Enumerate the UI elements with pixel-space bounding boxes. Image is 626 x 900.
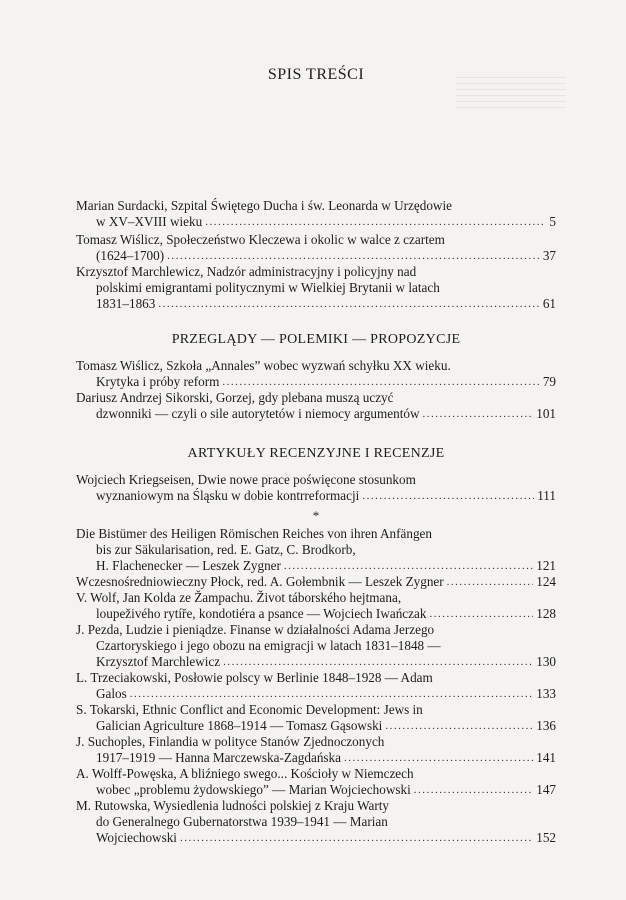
toc-entry-text: w XV–XVIII wieku xyxy=(96,214,203,229)
toc-entry-text: Dariusz Andrzej Sikorski, Gorzej, gdy plebana muszą uczyć xyxy=(76,390,394,405)
toc-entry-line xyxy=(76,214,556,230)
page-title: SPIS TREŚCI xyxy=(267,66,365,83)
toc-entry-text: bis zur Säkularisation, red. E. Gatz, C. Brodkorb, xyxy=(96,542,356,557)
toc-entry-line xyxy=(76,750,556,766)
toc-entry-line xyxy=(76,718,556,734)
page-number: 5 xyxy=(549,214,556,229)
toc-entry-text: Galos xyxy=(96,686,127,701)
toc-entry-line xyxy=(76,406,556,422)
toc-entry-line xyxy=(76,590,556,606)
toc-entry xyxy=(76,472,556,504)
page-number: 136 xyxy=(536,718,556,733)
toc-entry-line xyxy=(76,814,556,830)
page-number: 111 xyxy=(537,488,556,503)
toc-entry-line xyxy=(76,766,556,782)
page-number: 133 xyxy=(536,686,556,701)
page-number: 147 xyxy=(536,782,556,797)
toc-entry xyxy=(76,670,556,702)
dot-leader xyxy=(414,782,533,798)
toc-entry-text: H. Flachenecker — Leszek Zygner xyxy=(96,558,281,573)
toc-entry xyxy=(76,622,556,670)
toc-entry-line xyxy=(76,232,556,248)
toc-entry-text: polskimi emigrantami politycznymi w Wielkiej Brytanii w latach xyxy=(96,280,440,295)
toc-entry xyxy=(76,798,556,846)
toc-entry-line xyxy=(76,264,556,280)
page-number: 141 xyxy=(536,750,556,765)
toc-entry-text: S. Tokarski, Ethnic Conflict and Economic Development: Jews in xyxy=(76,702,423,717)
toc-entry-text: 1917–1919 — Hanna Marczewska-Zagdańska xyxy=(96,750,341,765)
toc-entry xyxy=(76,574,556,590)
toc-entry-line xyxy=(76,390,556,406)
toc-entry-text: J. Pezda, Ludzie i pieniądze. Finanse w działalności Adama Jerzego xyxy=(76,622,435,637)
section-heading-reviews: PRZEGLĄDY — POLEMIKI — PROPOZYCJE xyxy=(171,332,461,347)
toc-entry-line xyxy=(76,638,556,654)
toc-entry-line xyxy=(76,654,556,670)
toc-entry-text: wyznaniowym na Śląsku w dobie kontrreformacji xyxy=(96,488,360,503)
toc-entry xyxy=(76,702,556,734)
toc-entry-text: L. Trzeciakowski, Posłowie polscy w Berlinie 1848–1928 — Adam xyxy=(76,670,433,685)
toc-entry xyxy=(76,390,556,422)
dot-leader xyxy=(429,606,533,622)
toc-entry-text: A. Wolff-Powęska, A bliźniego swego... Kościoły w Niemczech xyxy=(76,766,414,781)
toc-entry xyxy=(76,264,556,312)
toc-entry-text: Galician Agriculture 1868–1914 — Tomasz Gąsowski xyxy=(96,718,383,733)
section-heading-articles: ARTYKUŁY RECENZYJNE I RECENZJE xyxy=(187,446,445,461)
page-number: 128 xyxy=(536,606,556,621)
toc-entry-line xyxy=(76,358,556,374)
toc-entry-text: Tomasz Wiślicz, Szkoła „Annales” wobec wyzwań schyłku XX wieku. xyxy=(76,358,451,373)
toc-entry-text: dzwonniki — czyli o sile autorytetów i niemocy argumentów xyxy=(96,406,420,421)
toc-entry-text: Krzysztof Marchlewicz xyxy=(96,654,221,669)
dot-leader xyxy=(223,654,533,670)
dot-leader xyxy=(205,214,546,230)
toc-entry xyxy=(76,198,556,230)
toc-entry-line xyxy=(76,248,556,264)
toc-entry-line xyxy=(76,686,556,702)
toc-entry-line xyxy=(76,526,556,542)
toc-entry-line xyxy=(76,296,556,312)
toc-entry xyxy=(76,734,556,766)
page-number: 101 xyxy=(536,406,556,421)
dot-leader xyxy=(180,830,533,846)
page-number: 37 xyxy=(542,248,556,263)
dot-leader xyxy=(362,488,534,504)
toc-entry-text: J. Suchoples, Finlandia w polityce Stanów Zjednoczonych xyxy=(76,734,385,749)
toc-entry-line xyxy=(76,734,556,750)
toc-entry-line xyxy=(76,782,556,798)
toc-entry-text: Krytyka i próby reform xyxy=(96,374,220,389)
toc-entry-text: Marian Surdacki, Szpital Świętego Ducha i św. Leonarda w Urzędowie xyxy=(76,198,452,213)
toc-entry-line xyxy=(76,472,556,488)
toc-entry xyxy=(76,526,556,574)
table-of-contents xyxy=(76,0,556,900)
dot-leader xyxy=(423,406,534,422)
dot-leader xyxy=(130,686,533,702)
page-number: 130 xyxy=(536,654,556,669)
dot-leader xyxy=(385,718,533,734)
dot-leader xyxy=(447,574,534,590)
toc-entry-text: Wojciechowski xyxy=(96,830,177,845)
toc-entry-text: Die Bistümer des Heiligen Römischen Reiches von ihren Anfängen xyxy=(76,526,432,541)
toc-entry-line xyxy=(76,374,556,390)
toc-entry-text: do Generalnego Gubernatorstwa 1939–1941 — Marian xyxy=(96,814,388,829)
toc-entry-text: Wczesnośredniowieczny Płock, red. A. Gołembnik — Leszek Zygner xyxy=(76,574,444,589)
toc-entry xyxy=(76,358,556,390)
dot-leader xyxy=(222,374,539,390)
toc-entry-text: (1624–1700) xyxy=(96,248,165,263)
page-number: 79 xyxy=(542,374,556,389)
page-number: 124 xyxy=(536,574,556,589)
separator: * xyxy=(312,508,320,523)
toc-entry-line xyxy=(76,558,556,574)
toc-entry-line xyxy=(76,670,556,686)
page-number: 152 xyxy=(536,830,556,845)
toc-entry-text: Tomasz Wiślicz, Społeczeństwo Kleczewa i okolic w walce z czartem xyxy=(76,232,445,247)
page-number: 121 xyxy=(536,558,556,573)
toc-entry-text: wobec „problemu żydowskiego” — Marian Wojciechowski xyxy=(96,782,411,797)
toc-entry-text: loupeživého rytíře, kondotiéra a psance — Wojciech Iwańczak xyxy=(96,606,427,621)
dot-leader xyxy=(284,558,533,574)
toc-entry-line xyxy=(76,574,556,590)
toc-entry-text: Wojciech Kriegseisen, Dwie nowe prace poświęcone stosunkom xyxy=(76,472,416,487)
toc-entry-line xyxy=(76,798,556,814)
toc-entry xyxy=(76,232,556,264)
toc-entry-text: Krzysztof Marchlewicz, Nadzór administracyjny i policyjny nad xyxy=(76,264,417,279)
toc-entry-text: M. Rutowska, Wysiedlenia ludności polskiej z Kraju Warty xyxy=(76,798,390,813)
toc-entry-line xyxy=(76,622,556,638)
toc-entry-line xyxy=(76,702,556,718)
toc-entry xyxy=(76,590,556,622)
dot-leader xyxy=(167,248,540,264)
toc-entry-line xyxy=(76,280,556,296)
toc-entry-text: V. Wolf, Jan Kolda ze Žampachu. Život táborského hejtmana, xyxy=(76,590,402,605)
toc-entry-line xyxy=(76,606,556,622)
toc-entry-line xyxy=(76,830,556,846)
toc-entry-text: 1831–1863 xyxy=(96,296,156,311)
toc-entry xyxy=(76,766,556,798)
page-number: 61 xyxy=(542,296,556,311)
toc-entry-line xyxy=(76,488,556,504)
dot-leader xyxy=(344,750,533,766)
toc-entry-text: Czartoryskiego i jego obozu na emigracji w latach 1831–1848 — xyxy=(96,638,441,653)
toc-entry-line xyxy=(76,198,556,214)
dot-leader xyxy=(158,296,539,312)
toc-entry-line xyxy=(76,542,556,558)
